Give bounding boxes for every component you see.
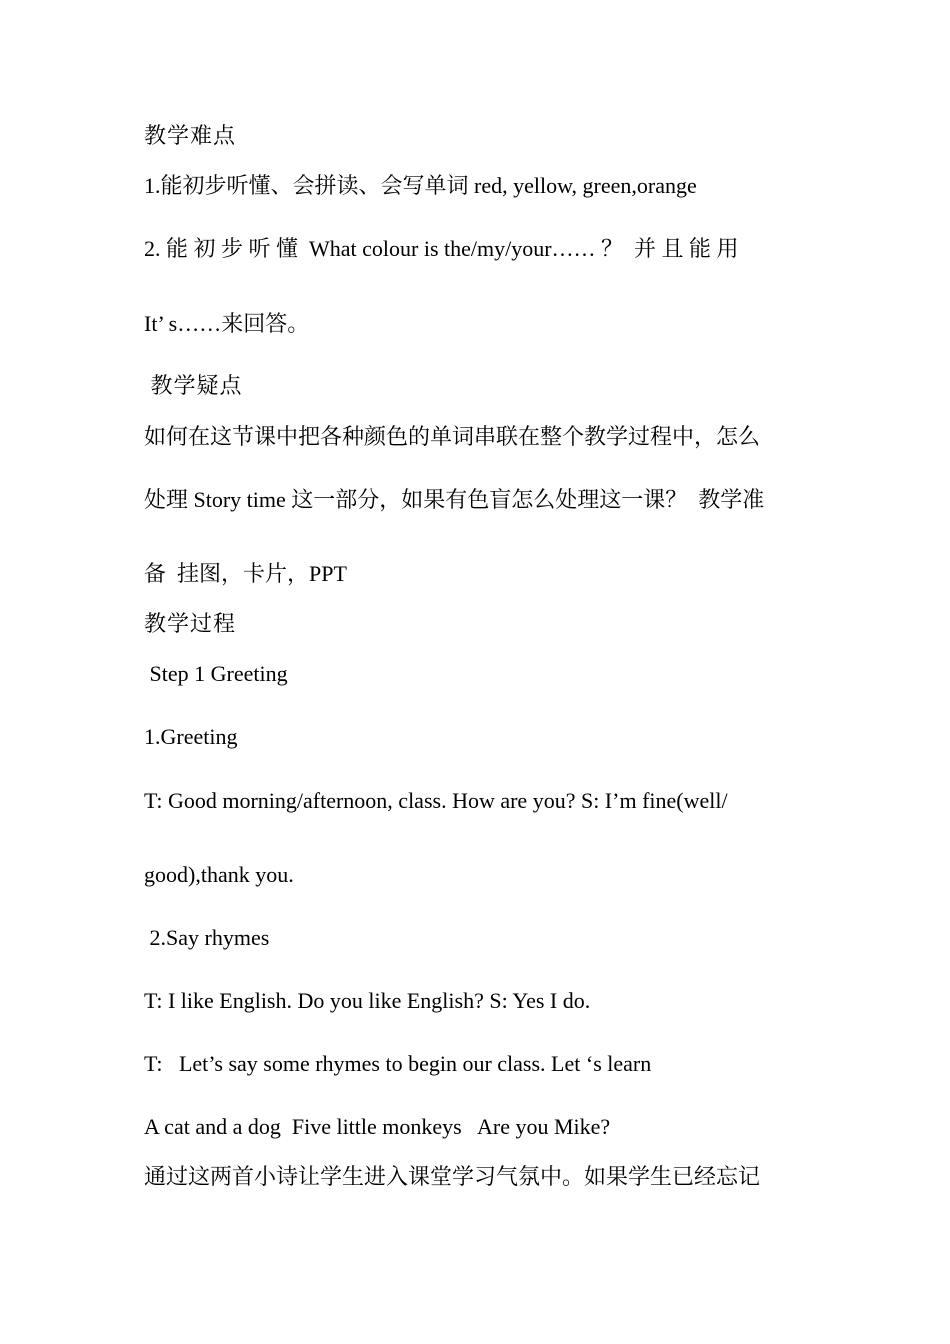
paragraph-line: A cat and a dog Five little monkeys Are you Mike? <box>144 1114 611 1139</box>
paragraph-line: good),thank you. <box>144 862 294 887</box>
paragraph-line: T: I like English. Do you like English? S: Yes I do. <box>144 988 591 1013</box>
paragraph-line: 2. 能 初 步 听 懂 What colour is the/my/your…… ？ 并 且 能 用 <box>144 236 739 261</box>
heading-teaching-doubts: 教学疑点 <box>144 373 243 398</box>
paragraph-line: 1.能初步听懂、会拼读、会写单词 red, yellow, green,orange <box>144 173 697 198</box>
paragraph-line: 处理 Story time 这一部分，如果有色盲怎么处理这一课？ 教学准 <box>144 487 765 512</box>
heading-teaching-process: 教学过程 <box>144 611 237 636</box>
paragraph-line: 备 挂图，卡片，PPT <box>144 561 347 586</box>
paragraph-line: 1.Greeting <box>144 724 238 749</box>
paragraph-line: T: Let’s say some rhymes to begin our class. Let ‘s learn <box>144 1051 652 1076</box>
paragraph-line: 2.Say rhymes <box>144 925 270 950</box>
heading-teaching-difficulties: 教学难点 <box>144 123 237 148</box>
paragraph-line: T: Good morning/afternoon, class. How are you? S: I’m fine(well/ <box>144 788 728 813</box>
paragraph-line: It’ s……来回答。 <box>144 311 310 336</box>
step-heading: Step 1 Greeting <box>144 661 288 686</box>
paragraph-line: 如何在这节课中把各种颜色的单词串联在整个教学过程中，怎么 <box>144 424 761 449</box>
paragraph-line: 通过这两首小诗让学生进入课堂学习气氛中。如果学生已经忘记 <box>144 1164 761 1189</box>
